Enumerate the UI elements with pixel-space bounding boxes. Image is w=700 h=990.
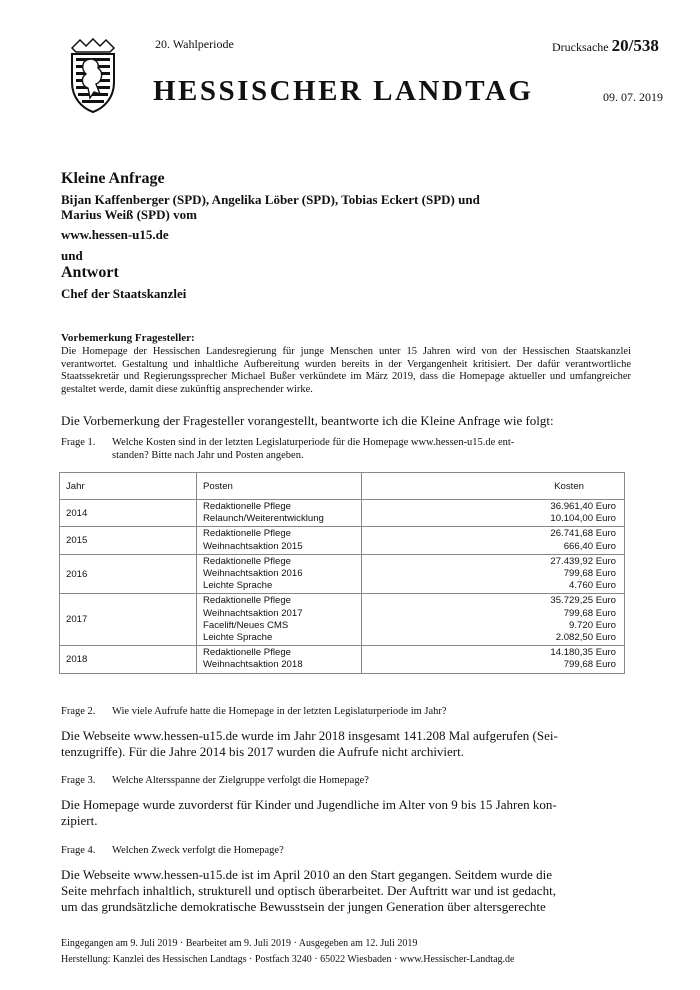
- vorbemerkung-body: Die Homepage der Hessischen Landesregierung für junge Menschen unter 15 Jahren wird von der Hessischen Staatskanzlei verantwortet. Gestaltung und inhaltliche Aufbereitung wurden bereits in der Vergangenheit kritisiert. Der dafür verantwortliche Staatssekretär und Regierungssprecher Michael Bußer verkündete im März 2019, dass die Homepage aktueller und umfangreicher gestaltet werde, damit diese zukünftig ansprechender wirke.: [61, 346, 631, 395]
- answer-line: um das grundsätzliche demokratische Bewusstsein der jungen Generation über altersgerechte: [61, 899, 546, 914]
- post-item: Redaktionelle Pflege: [203, 555, 292, 567]
- answer-line: Die Webseite www.hessen-u15.de ist im April 2010 an den Start gegangen. Seitdem wurde die: [61, 867, 553, 882]
- cell-costs: [362, 594, 625, 646]
- footer-dates: Eingegangen am 9. Juli 2019 · Bearbeitet am 9. Juli 2019 · Ausgegeben am 12. Juli 2019: [61, 938, 418, 949]
- table-header-row: [60, 473, 625, 500]
- hesse-coat-of-arms-icon: [64, 38, 122, 114]
- drucksache-label: Drucksache: [552, 40, 609, 54]
- question-number: Frage 3.: [61, 775, 96, 786]
- cost-item: 4.760 Euro: [569, 580, 616, 592]
- cell-posts: [197, 500, 362, 527]
- antwort-heading: Antwort: [61, 264, 119, 281]
- vorbemerkung-title: Vorbemerkung Fragesteller:: [61, 332, 195, 344]
- cell-posts: [197, 554, 362, 594]
- cost-item: 10.104,00 Euro: [550, 513, 616, 525]
- question-2: [61, 705, 641, 719]
- post-item: Weihnachtsaktion 2016: [203, 568, 303, 580]
- question-3: [61, 774, 641, 788]
- cell-costs: [362, 527, 625, 554]
- cell-year: 2018: [60, 646, 197, 673]
- cell-costs: [362, 554, 625, 594]
- answer-line: Die Webseite www.hessen-u15.de wurde im Jahr 2018 insgesamt 141.208 Mal aufgerufen (Sei-: [61, 728, 558, 743]
- respondent: Chef der Staatskanzlei: [61, 286, 187, 301]
- cell-year: 2016: [60, 554, 197, 594]
- question-text-line: standen? Bitte nach Jahr und Posten angeben.: [112, 450, 304, 461]
- answer-2: [61, 728, 641, 760]
- question-text: [112, 436, 514, 462]
- answer-line: Die Homepage wurde zuvorderst für Kinder und Jugendliche im Alter von 9 bis 15 Jahren kon-: [61, 797, 557, 812]
- cell-year: 2017: [60, 594, 197, 646]
- post-item: Leichte Sprache: [203, 632, 273, 644]
- question-text: Welchen Zweck verfolgt die Homepage?: [112, 845, 284, 856]
- website-subject: www.hessen-u15.de: [61, 227, 169, 242]
- post-item: Leichte Sprache: [203, 580, 273, 592]
- cell-posts: [197, 527, 362, 554]
- wahlperiode: 20. Wahlperiode: [155, 37, 234, 51]
- cost-item: 666,40 Euro: [563, 540, 616, 552]
- drucksache-number: 20/538: [611, 36, 659, 55]
- cost-item: 26.741,68 Euro: [550, 528, 616, 540]
- cost-item: 799,68 Euro: [563, 568, 616, 580]
- table-row: [60, 500, 625, 527]
- authors: Bijan Kaffenberger (SPD), Angelika Löber (SPD), Tobias Eckert (SPD) und Marius Weiß (SPD) vom: [61, 192, 480, 222]
- answer-3: [61, 797, 641, 829]
- und-text: und: [61, 248, 83, 263]
- table-row: [60, 646, 625, 673]
- question-number: Frage 1.: [61, 437, 96, 448]
- question-number: Frage 2.: [61, 706, 96, 717]
- post-item: Redaktionelle Pflege: [203, 501, 292, 512]
- header-posten: Posten: [197, 473, 362, 500]
- cost-item: 14.180,35 Euro: [550, 647, 616, 659]
- document-date: 09. 07. 2019: [603, 90, 663, 104]
- cost-item: 35.729,25 Euro: [550, 595, 616, 607]
- post-item: Redaktionelle Pflege: [203, 647, 292, 659]
- post-item: Facelift/Neues CMS: [203, 619, 289, 631]
- table-row: [60, 527, 625, 554]
- document-intro: [61, 170, 641, 302]
- drucksache: [552, 36, 659, 56]
- cell-posts: [197, 594, 362, 646]
- costs-table: [59, 472, 625, 674]
- parliament-title: HESSISCHER LANDTAG: [153, 75, 534, 107]
- post-item: Redaktionelle Pflege: [203, 528, 292, 540]
- cell-costs: [362, 646, 625, 673]
- post-item: Weihnachtsaktion 2018: [203, 659, 303, 671]
- question-1: [61, 436, 641, 466]
- cost-item: 27.439,92 Euro: [550, 555, 616, 567]
- cost-item: 799,68 Euro: [563, 607, 616, 619]
- post-item: Weihnachtsaktion 2015: [203, 540, 303, 552]
- kleine-anfrage-heading: Kleine Anfrage: [61, 170, 165, 187]
- footer-publisher: Herstellung: Kanzlei des Hessischen Landtags · Postfach 3240 · 65022 Wiesbaden · www.Hessischer-Landtag.de: [61, 954, 515, 965]
- cell-costs: [362, 500, 625, 527]
- cell-year: 2014: [60, 500, 197, 527]
- cost-item: 9.720 Euro: [569, 619, 616, 631]
- answer-4: [61, 867, 641, 915]
- cell-year: 2015: [60, 527, 197, 554]
- question-4: [61, 844, 641, 858]
- question-text-line: Welche Kosten sind in der letzten Legislaturperiode für die Homepage www.hessen-u15.de ent-: [112, 437, 515, 448]
- post-item: Redaktionelle Pflege: [203, 595, 292, 607]
- header-jahr: Jahr: [60, 473, 197, 500]
- cost-item: 36.961,40 Euro: [550, 501, 616, 512]
- question-text: Wie viele Aufrufe hatte die Homepage in der letzten Legislaturperiode im Jahr?: [112, 706, 447, 717]
- question-text: Welche Altersspanne der Zielgruppe verfolgt die Homepage?: [112, 775, 369, 786]
- table-row: [60, 594, 625, 646]
- answer-line: tenzugriffe). Für die Jahre 2014 bis 2017 wurden die Aufrufe nicht archiviert.: [61, 744, 464, 759]
- question-number: Frage 4.: [61, 845, 96, 856]
- cost-item: 2.082,50 Euro: [555, 632, 616, 644]
- table-row: [60, 554, 625, 594]
- answer-line: Seite mehrfach inhaltlich, strukturell und optisch überarbeitet. Der Auftritt war und ist gedacht,: [61, 883, 556, 898]
- cost-item: 799,68 Euro: [563, 659, 616, 671]
- answer-line: zipiert.: [61, 813, 98, 828]
- post-item: Relaunch/Weiterentwicklung: [203, 513, 324, 525]
- post-item: Weihnachtsaktion 2017: [203, 607, 303, 619]
- cell-posts: [197, 646, 362, 673]
- header-kosten: Kosten: [362, 473, 625, 500]
- answer-statement: Die Vorbemerkung der Fragesteller vorangestellt, beantworte ich die Kleine Anfrage wie folgt:: [61, 413, 554, 428]
